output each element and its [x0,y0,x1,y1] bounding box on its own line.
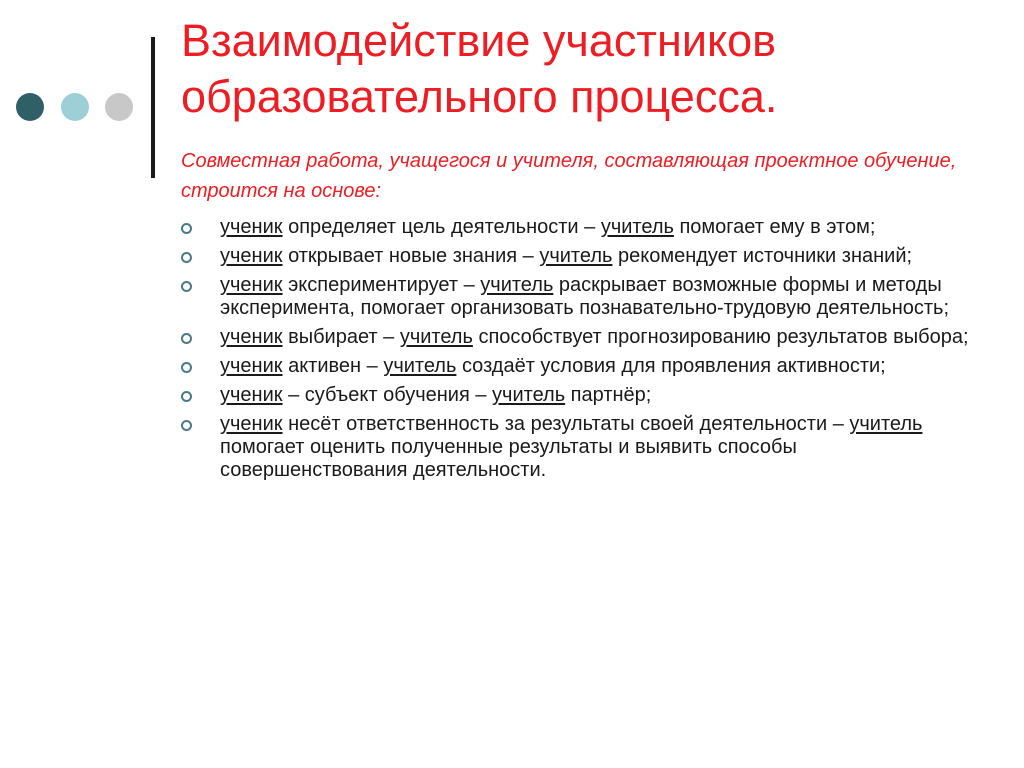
item-text: определяет цель деятельности – [282,216,601,238]
slide-subtitle: Совместная работа, учащегося и учителя, составляющая проектное обучение, строится на основе: [181,150,957,202]
item-text: несёт ответственность за результаты своей деятельности – [282,413,850,435]
student-term: ученик [220,355,283,377]
student-term: ученик [220,326,283,348]
dot-light-teal-icon [61,93,89,121]
item-text: открывает новые знания – [282,245,540,267]
student-term: ученик [220,216,283,238]
bullet-icon [181,333,192,344]
teacher-term: учитель [383,355,457,377]
item-text: экспериментирует – [282,274,481,296]
bullet-icon [181,252,192,263]
list-item [181,245,971,268]
item-text: активен – [282,355,384,377]
teacher-term: учитель [849,413,923,435]
bullet-icon [181,391,192,402]
list-item [181,355,971,378]
list-item [181,274,971,320]
item-text: – субъект обучения – [282,384,493,406]
item-text: выбирает – [282,326,400,348]
item-text: помогает оценить полученные результаты и выявить способы совершенствования деятельности. [220,436,797,481]
student-term: ученик [220,274,283,296]
vertical-divider [151,37,155,178]
item-text: партнёр; [565,384,652,406]
bullet-icon [181,420,192,431]
bullet-icon [181,362,192,373]
student-term: ученик [220,245,283,267]
teacher-term: учитель [480,274,554,296]
item-text: помогает ему в этом; [673,216,876,238]
bullet-icon [181,281,192,292]
item-text: раскрывает возможные формы и методы эксперимента, помогает организовать познавательно-трудовую деятельность; [220,274,950,319]
list-item [181,413,971,482]
student-term: ученик [220,413,283,435]
item-text: рекомендует источники знаний; [612,245,913,267]
slide-title: Взаимодействие участников образовательного процесса. [181,15,778,122]
bullet-icon [181,223,192,234]
item-text: создаёт условия для проявления активности; [456,355,886,377]
student-term: ученик [220,384,283,406]
dot-dark-teal-icon [16,93,44,121]
dot-gray-icon [105,93,133,121]
teacher-term: учитель [600,216,674,238]
teacher-term: учитель [492,384,566,406]
list-item [181,216,971,239]
teacher-term: учитель [399,326,473,348]
list-item [181,384,971,407]
teacher-term: учитель [539,245,613,267]
bullet-list [181,216,971,488]
item-text: способствует прогнозированию результатов выбора; [472,326,969,348]
list-item [181,326,971,349]
